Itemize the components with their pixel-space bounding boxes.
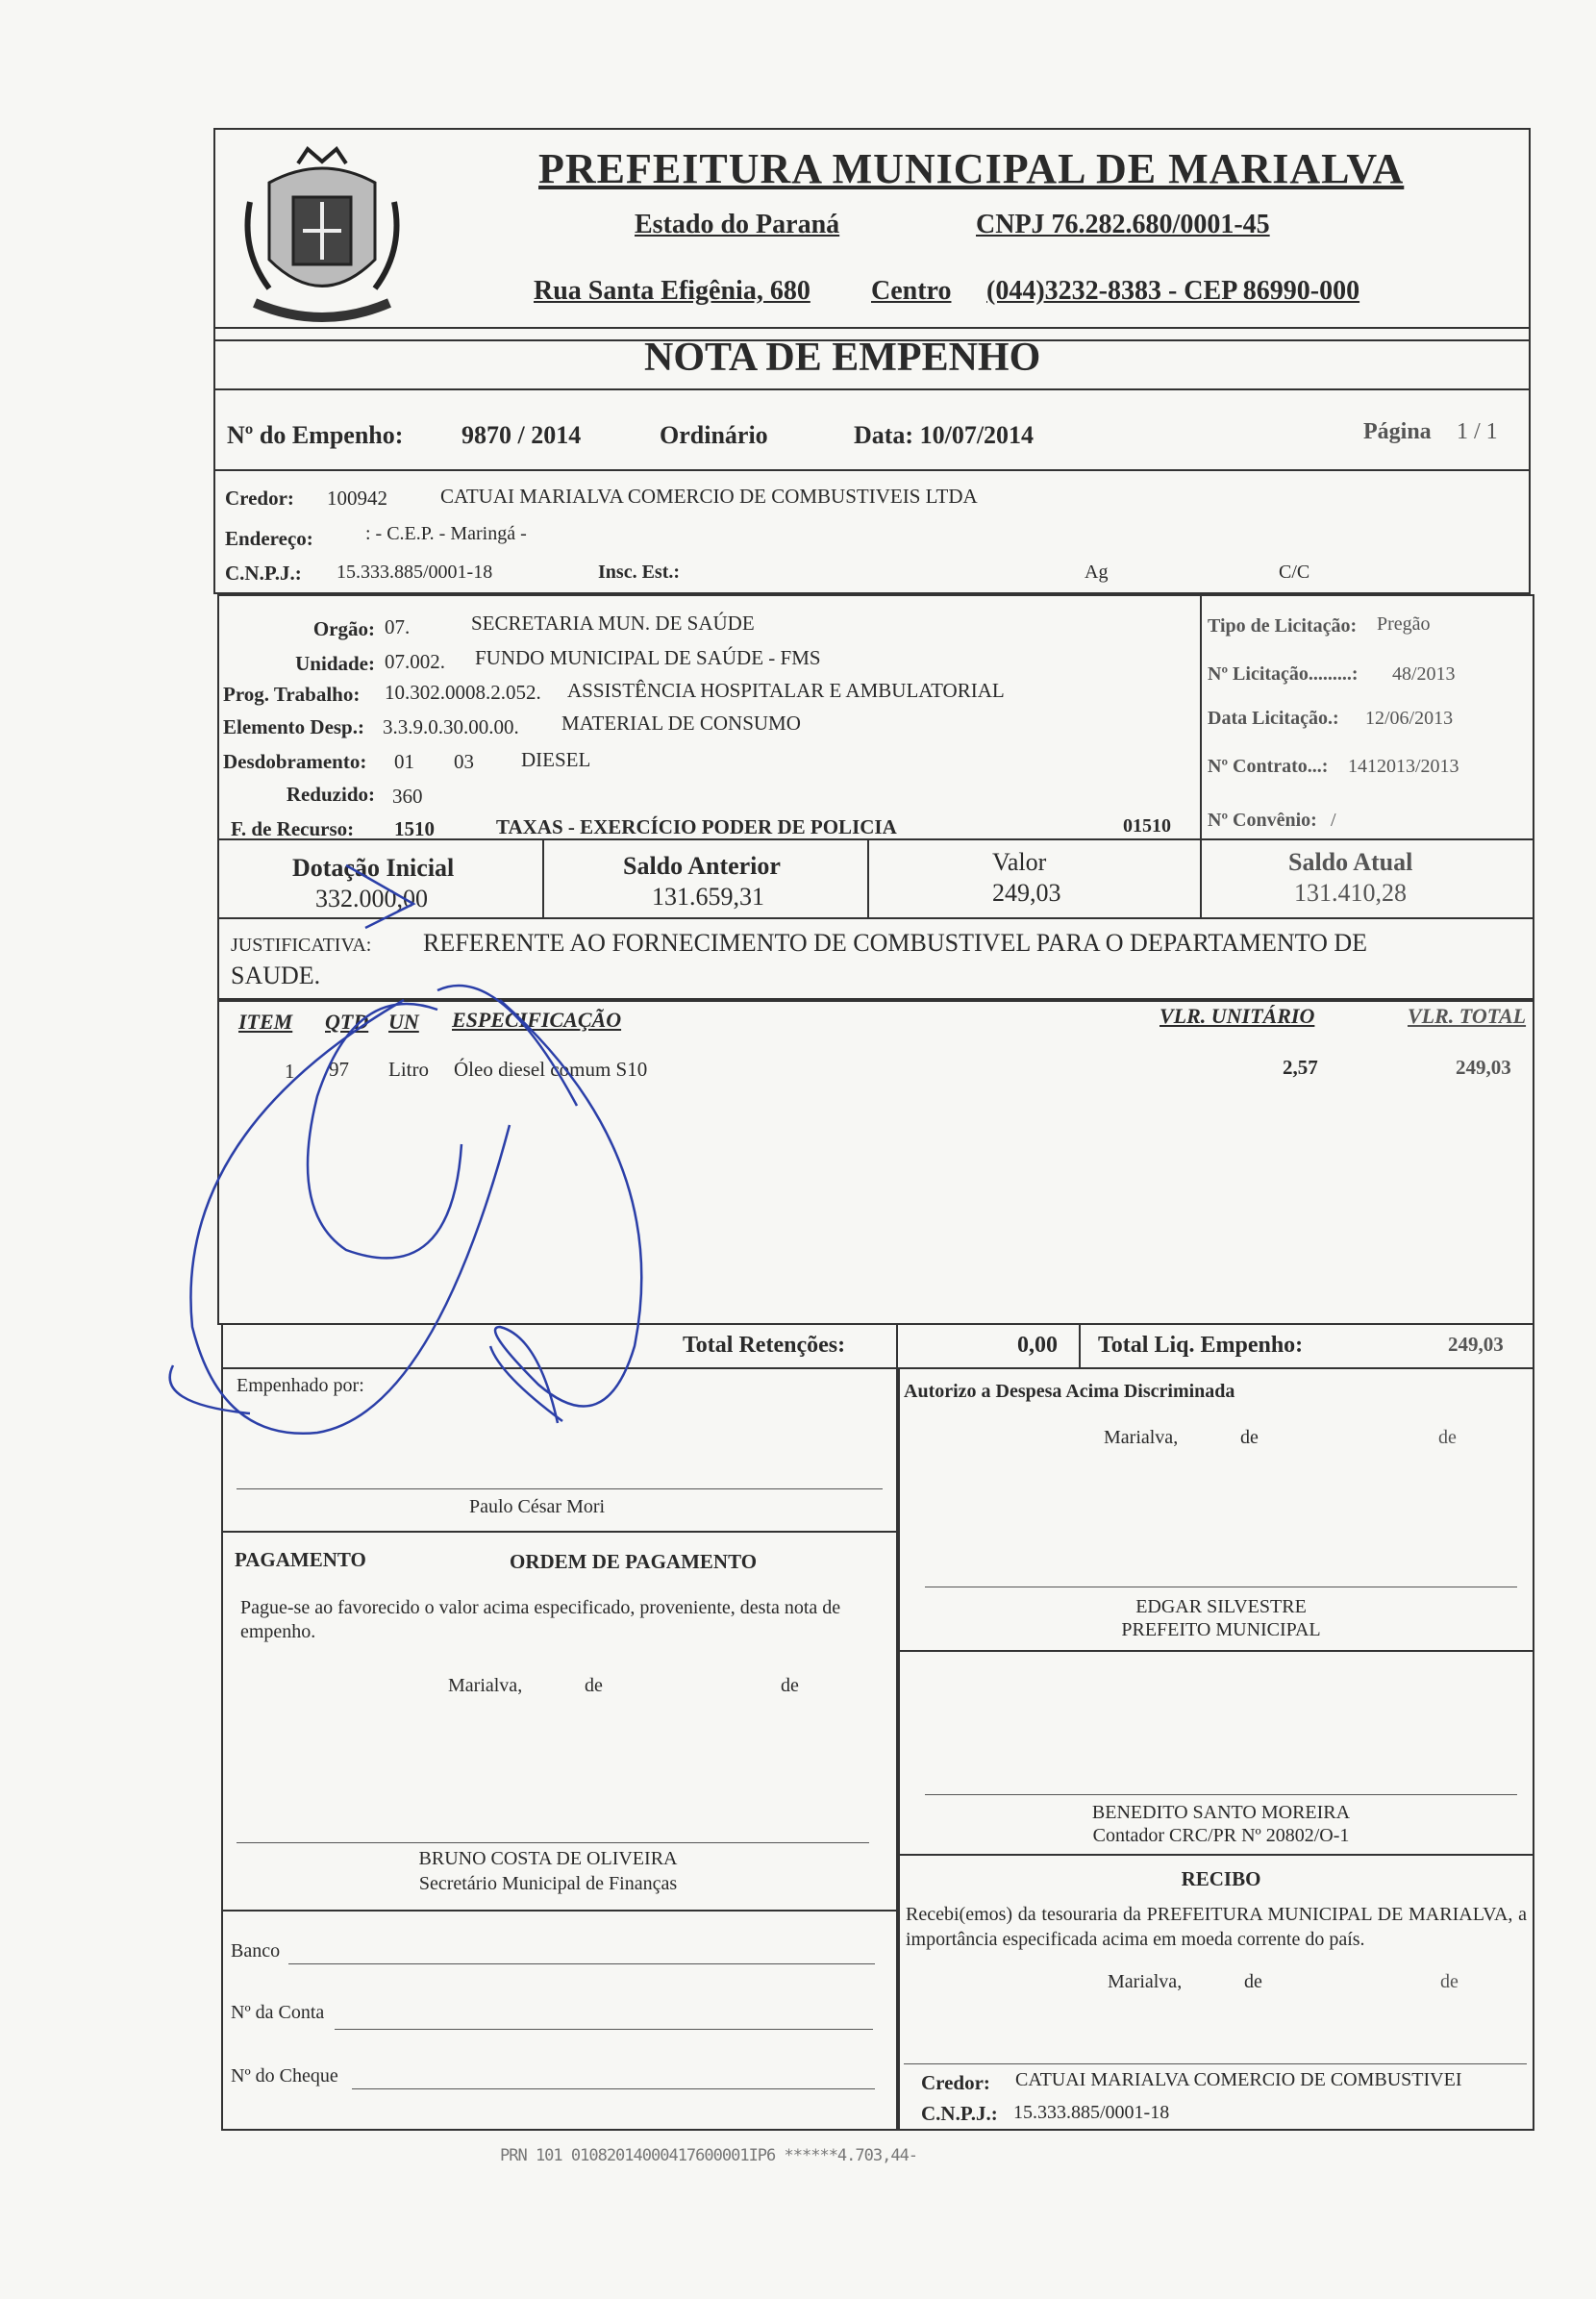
empenho-date: Data: 10/07/2014 <box>854 421 1035 449</box>
credor-ag-label: Ag <box>1085 562 1109 583</box>
contador-nome: BENEDITO SANTO MOREIRA <box>1091 1802 1351 1823</box>
total-liq-value: 249,03 <box>1448 1333 1504 1356</box>
licitacao-contrato: 1412013/2013 <box>1348 756 1459 777</box>
credor-cc-label: C/C <box>1279 562 1310 583</box>
totals-box <box>221 1323 1534 1369</box>
coat-of-arms-icon <box>231 144 413 337</box>
licitacao-tipo-label: Tipo de Licitação: <box>1208 615 1358 637</box>
desdobramento-code-1: 01 <box>394 750 414 773</box>
contador-top-line <box>896 1650 1534 1652</box>
prefeito-nome: EDGAR SILVESTRE <box>1135 1596 1307 1617</box>
row-un: Litro <box>388 1058 429 1081</box>
justificativa-text-2: SAUDE. <box>231 962 321 989</box>
col-header-vlr-total: VLR. TOTAL <box>1408 1004 1527 1028</box>
banco-top-line <box>221 1910 900 1912</box>
cheque-label: Nº do Cheque <box>231 2065 338 2087</box>
secretario-signature-line <box>237 1842 869 1843</box>
desdobramento-code-2: 03 <box>454 750 474 773</box>
autorizo-label: Autorizo a Despesa Acima Discriminada <box>904 1381 1235 1402</box>
col-header-item: ITEM <box>238 1010 293 1034</box>
dotacao-inicial-label: Dotação Inicial <box>292 854 455 882</box>
page-label: Página <box>1363 419 1432 444</box>
saldo-anterior-value: 131.659,31 <box>652 883 764 911</box>
elemento-name: MATERIAL DE CONSUMO <box>561 712 801 735</box>
doc-title: NOTA DE EMPENHO <box>644 336 1041 380</box>
justificativa-text-1: REFERENTE AO FORNECIMENTO DE COMBUSTIVEL PARA O DEPARTAMENTO DE <box>423 929 1368 957</box>
prog-name: ASSISTÊNCIA HOSPITALAR E AMBULATORIAL <box>567 679 1005 702</box>
saldo-anterior-label: Saldo Anterior <box>623 852 781 880</box>
unidade-label: Unidade: <box>295 652 375 675</box>
conta-input-line[interactable] <box>335 2029 873 2030</box>
empenhado-signature-line <box>237 1488 883 1489</box>
pague-text: Pague-se ao favorecido o valor acima especificado, proveniente, desta nota de empenho. <box>240 1597 841 1642</box>
dotacao-inicial-value: 332.000,00 <box>315 885 428 912</box>
recibo-cnpj: 15.333.885/0001-18 <box>1013 2102 1170 2123</box>
cheque-input-line[interactable] <box>352 2088 875 2089</box>
saldos-divider-1 <box>542 838 544 919</box>
pagamento-de-1: de <box>585 1675 603 1696</box>
empenhado-por-label: Empenhado por: <box>237 1375 364 1396</box>
saldos-divider-3 <box>1200 838 1202 919</box>
credor-address: : - C.E.P. - Maringá - <box>365 523 527 544</box>
licitacao-contrato-label: Nº Contrato...: <box>1208 756 1329 777</box>
orgao-code: 07. <box>385 615 411 638</box>
signatures-right-box <box>896 1367 1534 2131</box>
empenhado-nome: Paulo César Mori <box>469 1496 606 1517</box>
row-unit: 2,57 <box>1283 1056 1318 1079</box>
elemento-code: 3.3.9.0.30.00.00. <box>383 715 519 738</box>
recibo-text: Recebi(emos) da tesouraria da PREFEITURA MUNICIPAL DE MARIALVA, a importância especificada acima em moeda corrente do país. <box>906 1904 1527 1950</box>
reduzido-value: 360 <box>392 785 423 808</box>
total-liq-label: Total Liq. Empenho: <box>1098 1333 1304 1358</box>
licitacao-numero: 48/2013 <box>1392 663 1456 685</box>
credor-insc-label: Insc. Est.: <box>598 562 681 583</box>
recibo-local: Marialva, <box>1108 1971 1183 1992</box>
prog-label: Prog. Trabalho: <box>223 683 361 706</box>
prefeito-cargo: PREFEITO MUNICIPAL <box>1121 1619 1321 1640</box>
col-header-especificacao: ESPECIFICAÇÃO <box>452 1008 622 1032</box>
col-header-qtd: QTD <box>325 1010 369 1034</box>
recurso-code-2: 01510 <box>1123 815 1171 837</box>
licitacao-tipo: Pregão <box>1377 613 1431 635</box>
recibo-credor-label: Credor: <box>921 2071 990 2094</box>
credor-label: Credor: <box>225 487 294 510</box>
saldo-atual-value: 131.410,28 <box>1294 879 1407 907</box>
licitacao-data-label: Data Licitação.: <box>1208 708 1339 729</box>
autorizo-de-1: de <box>1240 1427 1259 1448</box>
credor-code: 100942 <box>327 487 387 510</box>
saldo-atual-label: Saldo Atual <box>1288 848 1413 876</box>
recibo-top-line <box>896 1854 1534 1856</box>
pagamento-top-line <box>221 1531 900 1533</box>
recurso-name: TAXAS - EXERCÍCIO PODER DE POLICIA <box>496 815 897 838</box>
reduzido-label: Reduzido: <box>286 783 375 806</box>
pagamento-de-2: de <box>781 1675 799 1696</box>
row-item: 1 <box>285 1060 295 1083</box>
credor-signature-line <box>904 2063 1527 2064</box>
credor-name: CATUAI MARIALVA COMERCIO DE COMBUSTIVEIS LTDA <box>440 485 978 508</box>
recurso-label: F. de Recurso: <box>231 817 355 840</box>
header-street: Rua Santa Efigênia, 680 <box>534 276 810 306</box>
prog-code: 10.302.0008.2.052. <box>385 681 541 704</box>
header-title: PREFEITURA MUNICIPAL DE MARIALVA <box>538 145 1405 192</box>
empenho-type: Ordinário <box>660 421 768 449</box>
page-value: 1 / 1 <box>1457 419 1498 444</box>
recibo-credor-nome: CATUAI MARIALVA COMERCIO DE COMBUSTIVEI <box>1015 2069 1462 2090</box>
credor-cnpj-label: C.N.P.J.: <box>225 562 302 585</box>
col-header-vlr-unitario: VLR. UNITÁRIO <box>1160 1004 1315 1028</box>
saldos-divider-2 <box>867 838 869 919</box>
banco-input-line[interactable] <box>288 1963 875 1964</box>
totals-divider-2 <box>1079 1323 1081 1369</box>
recibo-de-1: de <box>1244 1971 1262 1992</box>
desdobramento-name: DIESEL <box>521 748 591 771</box>
orgao-label: Orgão: <box>312 617 375 640</box>
contador-cargo: Contador CRC/PR Nº 20802/O-1 <box>1092 1825 1350 1846</box>
desdobramento-label: Desdobramento: <box>223 750 367 773</box>
header-district: Centro <box>871 276 952 306</box>
credor-cnpj: 15.333.885/0001-18 <box>337 562 493 583</box>
contador-signature-line <box>925 1794 1517 1795</box>
autorizo-local: Marialva, <box>1104 1427 1179 1448</box>
licitacao-convenio-label: Nº Convênio: <box>1208 810 1317 831</box>
footer-code: PRN 101 01082014000417600001IP6 ******4.703,44- <box>500 2146 918 2165</box>
autorizo-de-2: de <box>1438 1427 1457 1448</box>
totals-divider-1 <box>896 1323 898 1369</box>
licitacao-numero-label: Nº Licitação.........: <box>1208 663 1359 685</box>
dotacao-divider <box>1200 594 1202 840</box>
items-box <box>217 1000 1534 1325</box>
valor-value: 249,03 <box>992 879 1061 907</box>
valor-label: Valor <box>992 848 1047 876</box>
secretario-nome: BRUNO COSTA DE OLIVEIRA <box>418 1848 678 1869</box>
secretario-cargo: Secretário Municipal de Finanças <box>418 1873 678 1894</box>
banco-label: Banco <box>231 1940 281 1962</box>
pagamento-label: PAGAMENTO <box>235 1548 366 1571</box>
header-cnpj: CNPJ 76.282.680/0001-45 <box>976 210 1270 239</box>
recibo-label: RECIBO <box>1181 1867 1261 1890</box>
licitacao-data: 12/06/2013 <box>1365 708 1454 729</box>
licitacao-convenio: / <box>1331 810 1336 831</box>
elemento-label: Elemento Desp.: <box>223 715 364 738</box>
row-qtd: 97 <box>329 1058 349 1081</box>
header-state: Estado do Paraná <box>635 210 840 239</box>
row-spec: Óleo diesel comum S10 <box>454 1058 648 1081</box>
recurso-code: 1510 <box>394 817 435 840</box>
empenho-number: 9870 / 2014 <box>461 421 582 449</box>
unidade-name: FUNDO MUNICIPAL DE SAÚDE - FMS <box>475 646 821 669</box>
empenho-number-label: Nº do Empenho: <box>227 421 404 449</box>
pagamento-local: Marialva, <box>448 1675 523 1696</box>
justificativa-label: JUSTIFICATIVA: <box>231 935 372 956</box>
header-phone-cep: (044)3232-8383 - CEP 86990-000 <box>986 276 1360 306</box>
total-retencoes-label: Total Retenções: <box>683 1333 846 1358</box>
total-retencoes-value: 0,00 <box>1017 1333 1058 1358</box>
col-header-un: UN <box>388 1010 419 1034</box>
recibo-cnpj-label: C.N.P.J.: <box>921 2102 998 2125</box>
credor-address-label: Endereço: <box>225 527 313 550</box>
ordem-pagamento-label: ORDEM DE PAGAMENTO <box>510 1550 758 1573</box>
row-total: 249,03 <box>1456 1056 1511 1079</box>
unidade-code: 07.002. <box>385 650 445 673</box>
conta-label: Nº da Conta <box>231 2002 325 2023</box>
orgao-name: SECRETARIA MUN. DE SAÚDE <box>471 612 755 635</box>
recibo-de-2: de <box>1440 1971 1459 1992</box>
